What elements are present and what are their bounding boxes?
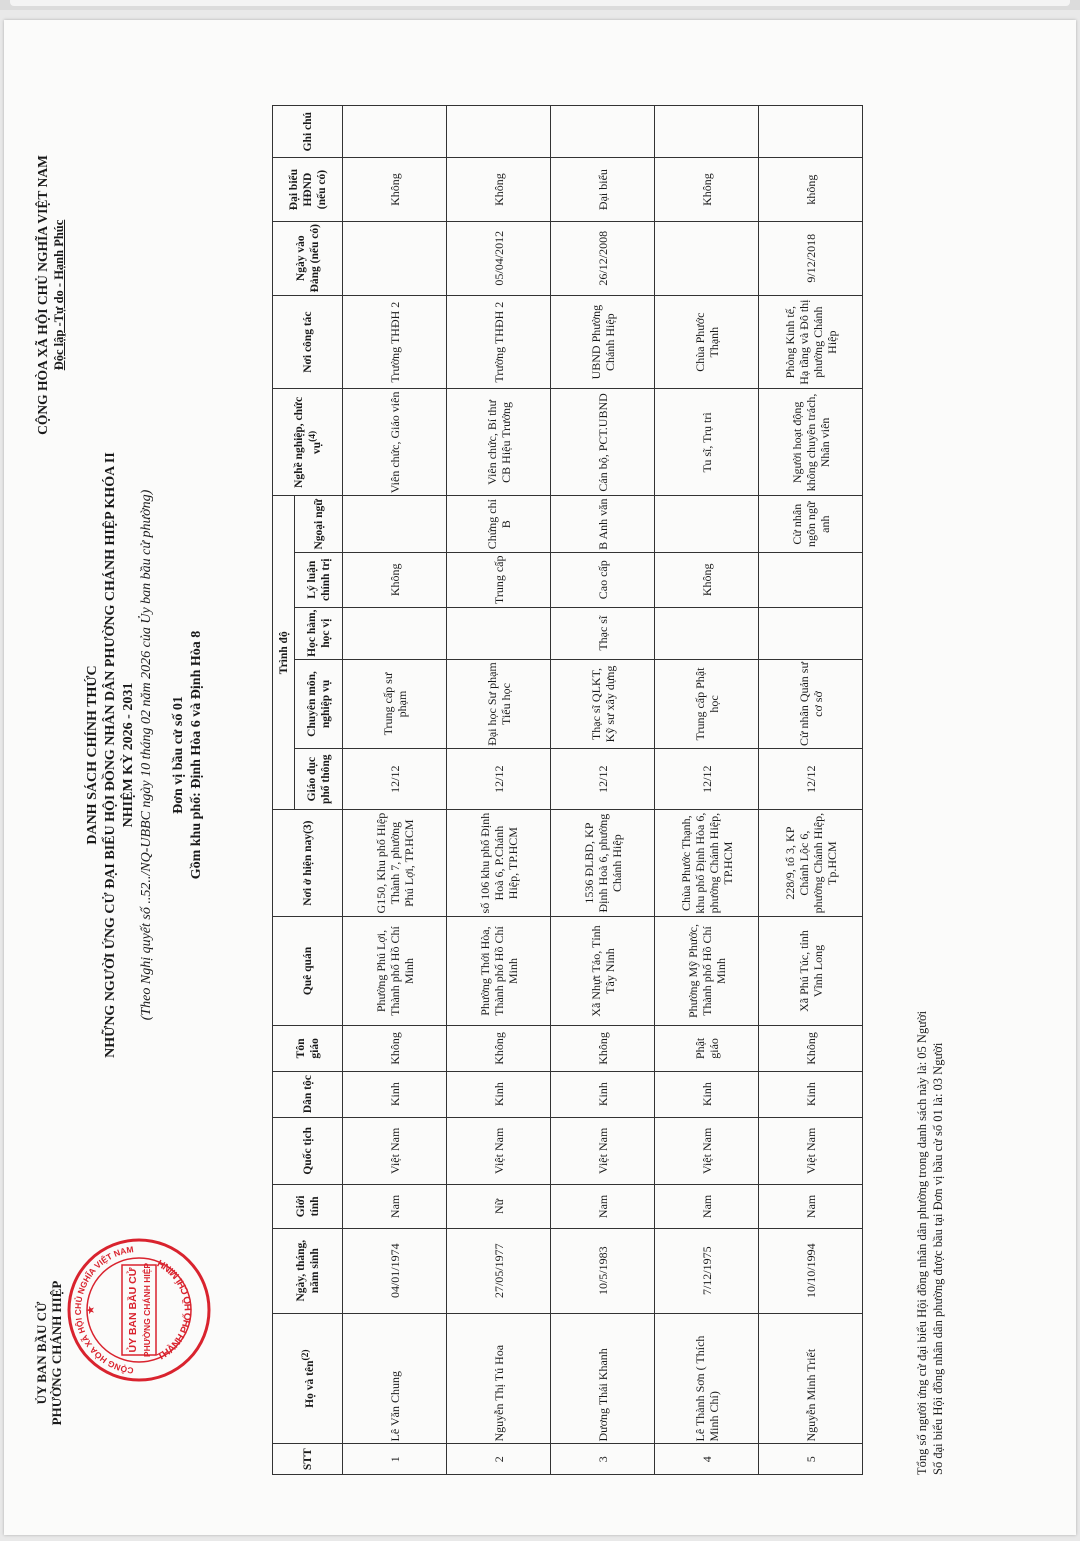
national-motto: Độc lập -Tự do - Hạnh Phúc [52,219,66,371]
cell-ethnicity: Kinh [655,1071,759,1117]
cell-delegate: không [759,158,863,221]
header-education: Trình độ [273,496,295,810]
header-religion: Tôn giáo [273,1026,343,1072]
cell-general: 12/12 [655,749,759,810]
cell-nationality: Việt Nam [551,1117,655,1185]
cell-residence: số 106 khu phố Định Hoà 6, P.Chánh Hiệp, TP.HCM [447,810,551,917]
cell-party-date: 9/12/2018 [759,221,863,295]
cell-political: Không [655,553,759,607]
cell-language: Chứng chỉ B [447,496,551,553]
cell-political: Cao cấp [551,553,655,607]
cell-stt: 4 [655,1444,759,1475]
table-row [447,106,551,1475]
stamp-mid-text-2: PHƯỜNG CHÁNH HIỆP [142,1262,152,1358]
header-edu-language: Ngoại ngữ [295,496,343,553]
header-ethnicity: Dân tộc [273,1071,343,1117]
title-line-2: NHỮNG NGƯỜI ỨNG CỬ ĐẠI BIỂU HỘI ĐỒNG NHÂN DÂN PHƯỜNG CHÁNH HIỆP KHÓA II [103,452,118,1058]
header-workplace: Nơi công tác [273,295,343,389]
cell-dob: 7/12/1975 [655,1228,759,1313]
cell-ethnicity: Kinh [447,1071,551,1117]
cell-religion: Không [759,1026,863,1072]
header-note: Ghi chú [273,106,343,158]
cell-specialty: Trung cấp sư phạm [343,659,447,748]
header-name: Họ và tên$^{(2)}$ [273,1313,343,1444]
footer-seats: Số đại biểu Hội đồng nhân dân phường được bầu tại Đơn vị bầu cử số 01 là: 03 Người [931,1042,945,1475]
cell-gender: Nam [343,1185,447,1229]
cell-stt: 3 [551,1444,655,1475]
cell-specialty: Đại học Sư phạm Tiểu học [447,659,551,748]
cell-ethnicity: Kinh [551,1071,655,1117]
cell-political [759,553,863,607]
cell-party-date: 26/12/2008 [551,221,655,295]
stamp-top-text: CỘNG HÒA XÃ HỘI CHỦ NGHĨA VIỆT NAM [72,1244,135,1376]
cell-religion: Không [447,1026,551,1072]
cell-general: 12/12 [759,749,863,810]
header-dob: Ngày, tháng, năm sinh [273,1228,343,1313]
candidate-table [272,105,863,1475]
document-title-block [84,275,206,1235]
cell-specialty: Trung cấp Phật học [655,659,759,748]
cell-nationality: Việt Nam [447,1117,551,1185]
cell-gender: Nam [655,1185,759,1229]
title-resolution-ref: (Theo Nghị quyết số ..52../NQ-UBBC ngày 10 tháng 02 năm 2026 của Ủy ban bầu cử phường) [139,489,154,1021]
header-edu-political: Lý luận chính trị [295,553,343,607]
cell-delegate: Không [655,158,759,221]
header-edu-degree: Học hàm, học vị [295,607,343,659]
stamp-star-icon: ★ [85,1305,97,1315]
cell-ethnicity: Kinh [759,1071,863,1117]
stamp-bottom-text: THÀNH PHỐ HỒ CHÍ MINH [155,1256,195,1364]
cell-degree [759,607,863,659]
red-seal-stamp [64,1235,214,1385]
stamp-mid-text-1: ỦY BAN BẦU CỬ [127,1267,139,1353]
cell-stt: 5 [759,1444,863,1475]
cell-delegate: Không [447,158,551,221]
title-line-1: DANH SÁCH CHÍNH THỨC [85,665,100,845]
cell-party-date: 05/04/2012 [447,221,551,295]
cell-occupation: Cán bộ, PCT.UBND [551,389,655,496]
cell-workplace: UBND Phường Chánh Hiệp [551,295,655,389]
cell-political: Trung cấp [447,553,551,607]
table-row [655,106,759,1475]
cell-gender: Nữ [447,1185,551,1229]
table-row [343,106,447,1475]
header-gender: Giới tính [273,1185,343,1229]
cell-ethnicity: Kinh [343,1071,447,1117]
cell-language: B Anh văn [551,496,655,553]
electoral-area: Gồm khu phố: Định Hòa 6 và Định Hòa 8 [189,630,204,880]
cell-specialty: Cử nhân Quản sư cơ sở [759,659,863,748]
cell-name: Dương Thái Khanh [551,1313,655,1444]
header-hometown: Quê quán [273,917,343,1026]
cell-note [551,106,655,158]
cell-general: 12/12 [551,749,655,810]
cell-party-date [343,221,447,295]
cell-name: Nguyễn Thị Tú Hoa [447,1313,551,1444]
cell-hometown: Phường Thới Hòa, Thành phố Hồ Chí Minh [447,917,551,1026]
cell-hometown: Phường Phú Lợi, Thành phố Hồ Chí Minh [343,917,447,1026]
rotated-page-content [4,20,1076,1535]
cell-degree [343,607,447,659]
cell-residence: 228/9, tổ 3, KP Chánh Lộc 6, phường Chánh Hiệp, Tp.HCM [759,810,863,917]
cell-dob: 27/05/1977 [447,1228,551,1313]
header-delegate: Đại biểu HĐND (nếu có) [273,158,343,221]
cell-religion: Không [343,1026,447,1072]
cell-residence: 1536 ĐLBD, KP Định Hoà 6, phường Chánh Hiệp [551,810,655,917]
cell-name: Lê Văn Chung [343,1313,447,1444]
cell-hometown: Phường Mỹ Phước, Thành phố Hồ Chí Minh [655,917,759,1026]
cell-degree [447,607,551,659]
cell-political: Không [343,553,447,607]
cell-language [655,496,759,553]
cell-dob: 10/10/1994 [759,1228,863,1313]
cell-workplace: Trường THĐH 2 [343,295,447,389]
cell-workplace: Chùa Phước Thạnh [655,295,759,389]
cell-occupation: Viên chức, Giáo viên [343,389,447,496]
cell-gender: Nam [551,1185,655,1229]
cell-religion: Phật giáo [655,1026,759,1072]
cell-residence: Chùa Phước Thạnh, khu phố Định Hòa 6, phường Chánh Hiệp, TP.HCM [655,810,759,917]
electoral-unit: Đơn vị bầu cử số 01 [171,696,186,814]
cell-occupation: Người hoạt động không chuyên trách, Nhân viên [759,389,863,496]
cell-stt: 1 [343,1444,447,1475]
svg-text:CỘNG HÒA XÃ HỘI CHỦ NGHĨA VIỆT [72,1244,134,1376]
cell-stt: 2 [447,1444,551,1475]
header-nationality: Quốc tịch [273,1117,343,1185]
cell-workplace: Trường THĐH 2 [447,295,551,389]
cell-party-date [655,221,759,295]
top-bar [0,0,1080,10]
header-occupation: Nghề nghiệp, chức vụ$^{(4)}$ [273,389,343,496]
header-edu-specialty: Chuyên môn, nghiệp vụ [295,659,343,748]
cell-residence: G150, Khu phố Hiệp Thành 7, phường Phú Lợi, TP.HCM [343,810,447,917]
cell-note [759,106,863,158]
cell-specialty: Thạc sĩ QLKT, Kỹ sư xây dựng [551,659,655,748]
cell-general: 12/12 [447,749,551,810]
cell-occupation: Viên chức, Bí thư CB Hiệu Trưởng [447,389,551,496]
cell-general: 12/12 [343,749,447,810]
cell-nationality: Việt Nam [759,1117,863,1185]
cell-workplace: Phòng Kinh tế, Hạ tầng và Đô thị phường Chánh Hiệp [759,295,863,389]
cell-occupation: Tu sĩ, Trụ trì [655,389,759,496]
header-stt: STT [273,1444,343,1475]
cell-name: Nguyễn Minh Triết [759,1313,863,1444]
cell-delegate: Không [343,158,447,221]
table-row [551,106,655,1475]
header-party-date: Ngày vào Đảng (nếu có) [273,221,343,295]
cell-nationality: Việt Nam [655,1117,759,1185]
cell-gender: Nam [759,1185,863,1229]
header-edu-general: Giáo dục phổ thông [295,749,343,810]
header-residence: Nơi ở hiện nay(3) [273,810,343,917]
cell-note [343,106,447,158]
cell-language [343,496,447,553]
cell-dob: 10/5/1983 [551,1228,655,1313]
svg-text:THÀNH PHỐ HỒ CHÍ MINH [156,1257,195,1363]
title-line-3: NHIỆM KỲ 2026 - 2031 [121,682,136,828]
cell-hometown: Xã Nhựt Tảo, Tỉnh Tây Ninh [551,917,655,1026]
cell-degree: Thạc sĩ [551,607,655,659]
cell-dob: 04/01/1974 [343,1228,447,1313]
org-line-2: PHƯỜNG CHÁNH HIỆP [49,1280,64,1426]
cell-delegate: Đại biểu [551,158,655,221]
issuing-organization [34,1263,64,1443]
cell-nationality: Việt Nam [343,1117,447,1185]
national-header [34,95,68,495]
footer-total-candidates: Tổng số người ứng cử đại biểu Hội đồng nhân dân phường trong danh sách này là: 05 Người [915,1010,929,1475]
summary-footer [914,1011,946,1475]
table-row [759,106,863,1475]
cell-religion: Không [551,1026,655,1072]
org-line-1: ỦY BAN BẦU CỬ [34,1301,49,1405]
cell-note [655,106,759,158]
cell-language: Cử nhân ngôn ngữ anh [759,496,863,553]
cell-hometown: Xã Phú Túc, tỉnh Vĩnh Long [759,917,863,1026]
nation-name: CỘNG HÒA XÃ HỘI CHỦ NGHĨA VIỆT NAM [35,155,50,435]
cell-degree [655,607,759,659]
document-page [4,20,1076,1535]
cell-name: Lê Thành Sơn ( Thích Minh Chí) [655,1313,759,1444]
cell-note [447,106,551,158]
